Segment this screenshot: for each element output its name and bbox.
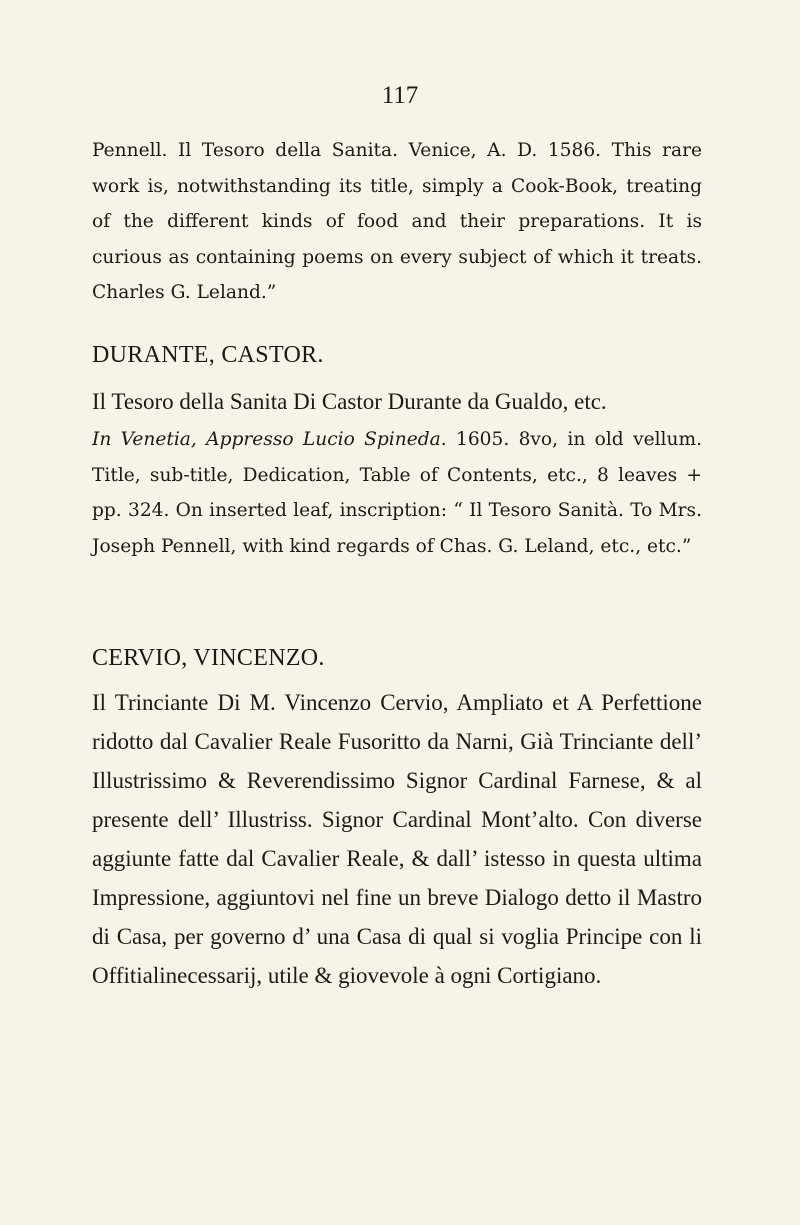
durante-heading: DURANTE, CASTOR.	[92, 342, 324, 368]
cervio-title: Il Trinciante Di M. Vincenzo Cervio, Ampliato et A Perfettione ridotto dal Cavalier Reale Fusoritto da Narni, Già Trinciante dell’ Illustrissimo & Reverendissimo Signor Cardinal Farnese, & al presente dell’ Illustriss. Signor Cardinal Mont’alto. Con diverse aggiunte fatte dal Cavalier Reale, & dall’ istesso in questa ultima Impressione, aggiuntovi nel fine un breve Dialogo detto il Mastro di Casa, per governo d’ una Casa di qual si voglia Principe con li Offitialinecessarij, utile & giovevole à ogni Cortigiano.	[92, 690, 702, 988]
durante-imprint: In Venetia, Appresso Lucio Spineda.	[92, 429, 447, 450]
durante-title: Il Tesoro della Sanita Di Castor Durante da Gualdo, etc.	[92, 389, 607, 414]
durante-description: 1605. 8vo, in old vellum. Title, sub-title, Dedication, Table of Contents, etc., 8 leaves + pp. 324. On inserted leaf, inscription: “ Il Tesoro Sanità. To Mrs. Joseph Pennell, with kind regards of Chas. G. Leland, etc., etc.”	[92, 429, 702, 557]
cervio-heading: CERVIO, VINCENZO.	[92, 645, 325, 671]
durante-entry	[92, 422, 702, 564]
page-number: 117	[381, 82, 419, 109]
pennell-entry: Pennell. Il Tesoro della Sanita. Venice, A. D. 1586. This rare work is, notwithstanding its title, simply a Cook-Book, treating of the different kinds of food and their preparations. It is curious as containing poems on every subject of which it treats. Charles G. Leland.”	[92, 140, 702, 304]
